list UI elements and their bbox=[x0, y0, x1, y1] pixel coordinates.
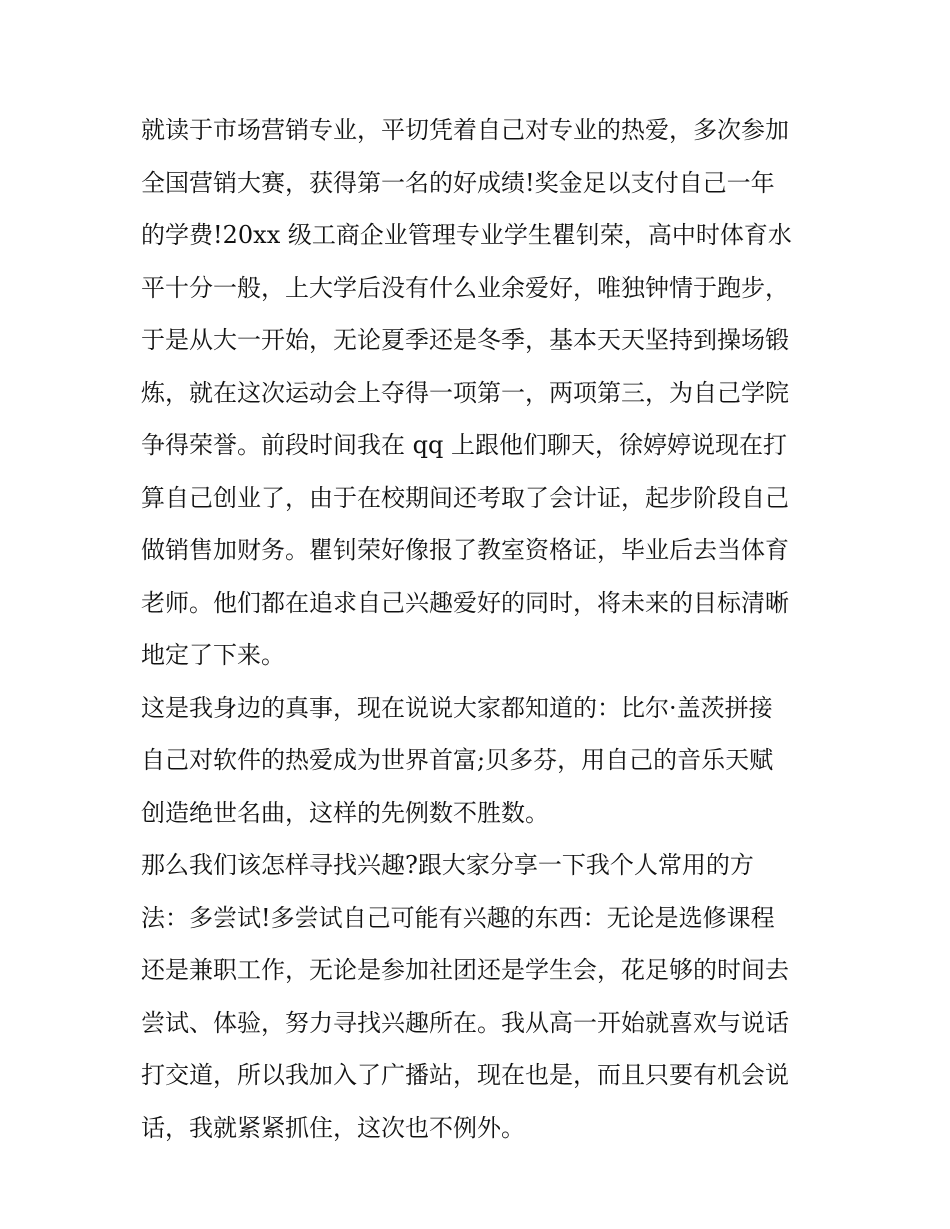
text-line: 这是我身边的真事，现在说说大家都知道的：比尔·盖茨拼接 bbox=[141, 693, 773, 722]
text-line: 争得荣誉。前段时间我在 qq 上跟他们聊天，徐婷婷说现在打 bbox=[141, 431, 787, 459]
text-line: 炼，就在这次运动会上夺得一项第一，两项第三，为自己学院 bbox=[141, 378, 789, 407]
text-line: 自己对软件的热爱成为世界首富;贝多芬，用自己的音乐天赋 bbox=[141, 746, 774, 774]
text-line: 全国营销大赛，获得第一名的好成绩!奖金足以支付自己一年 bbox=[141, 168, 775, 197]
text-line: 算自己创业了，由于在校期间还考取了会计证，起步阶段自己 bbox=[141, 483, 789, 512]
text-line: 的学费!20xx 级工商企业管理专业学生瞿钊荣，高中时体育水 bbox=[141, 221, 792, 249]
text-line: 话，我就紧紧抓住，这次也不例外。 bbox=[141, 1113, 525, 1142]
text-line: 老师。他们都在追求自己兴趣爱好的同时，将未来的目标清晰 bbox=[141, 588, 789, 617]
text-line: 就读于市场营销专业，平切凭着自己对专业的热爱，多次参加 bbox=[141, 116, 789, 144]
text-line: 平十分一般，上大学后没有什么业余爱好，唯独钟情于跑步， bbox=[141, 273, 789, 302]
text-line: 地定了下来。 bbox=[141, 641, 285, 669]
text-line: 尝试、体验，努力寻找兴趣所在。我从高一开始就喜欢与说话 bbox=[141, 1008, 789, 1037]
body-text bbox=[141, 104, 821, 1154]
text-line: 于是从大一开始，无论夏季还是冬季，基本天天坚持到操场锻 bbox=[141, 326, 789, 354]
text-line: 做销售加财务。瞿钊荣好像报了教室资格证，毕业后去当体育 bbox=[141, 536, 789, 564]
text-line: 那么我们该怎样寻找兴趣?跟大家分享一下我个人常用的方 bbox=[141, 851, 754, 879]
text-line: 打交道，所以我加入了广播站，现在也是，而且只要有机会说 bbox=[141, 1061, 789, 1089]
text-line: 创造绝世名曲，这样的先例数不胜数。 bbox=[141, 798, 549, 827]
text-line: 还是兼职工作，无论是参加社团还是学生会，花足够的时间去 bbox=[141, 956, 789, 984]
text-line: 法：多尝试!多尝试自己可能有兴趣的东西：无论是选修课程 bbox=[141, 903, 775, 932]
